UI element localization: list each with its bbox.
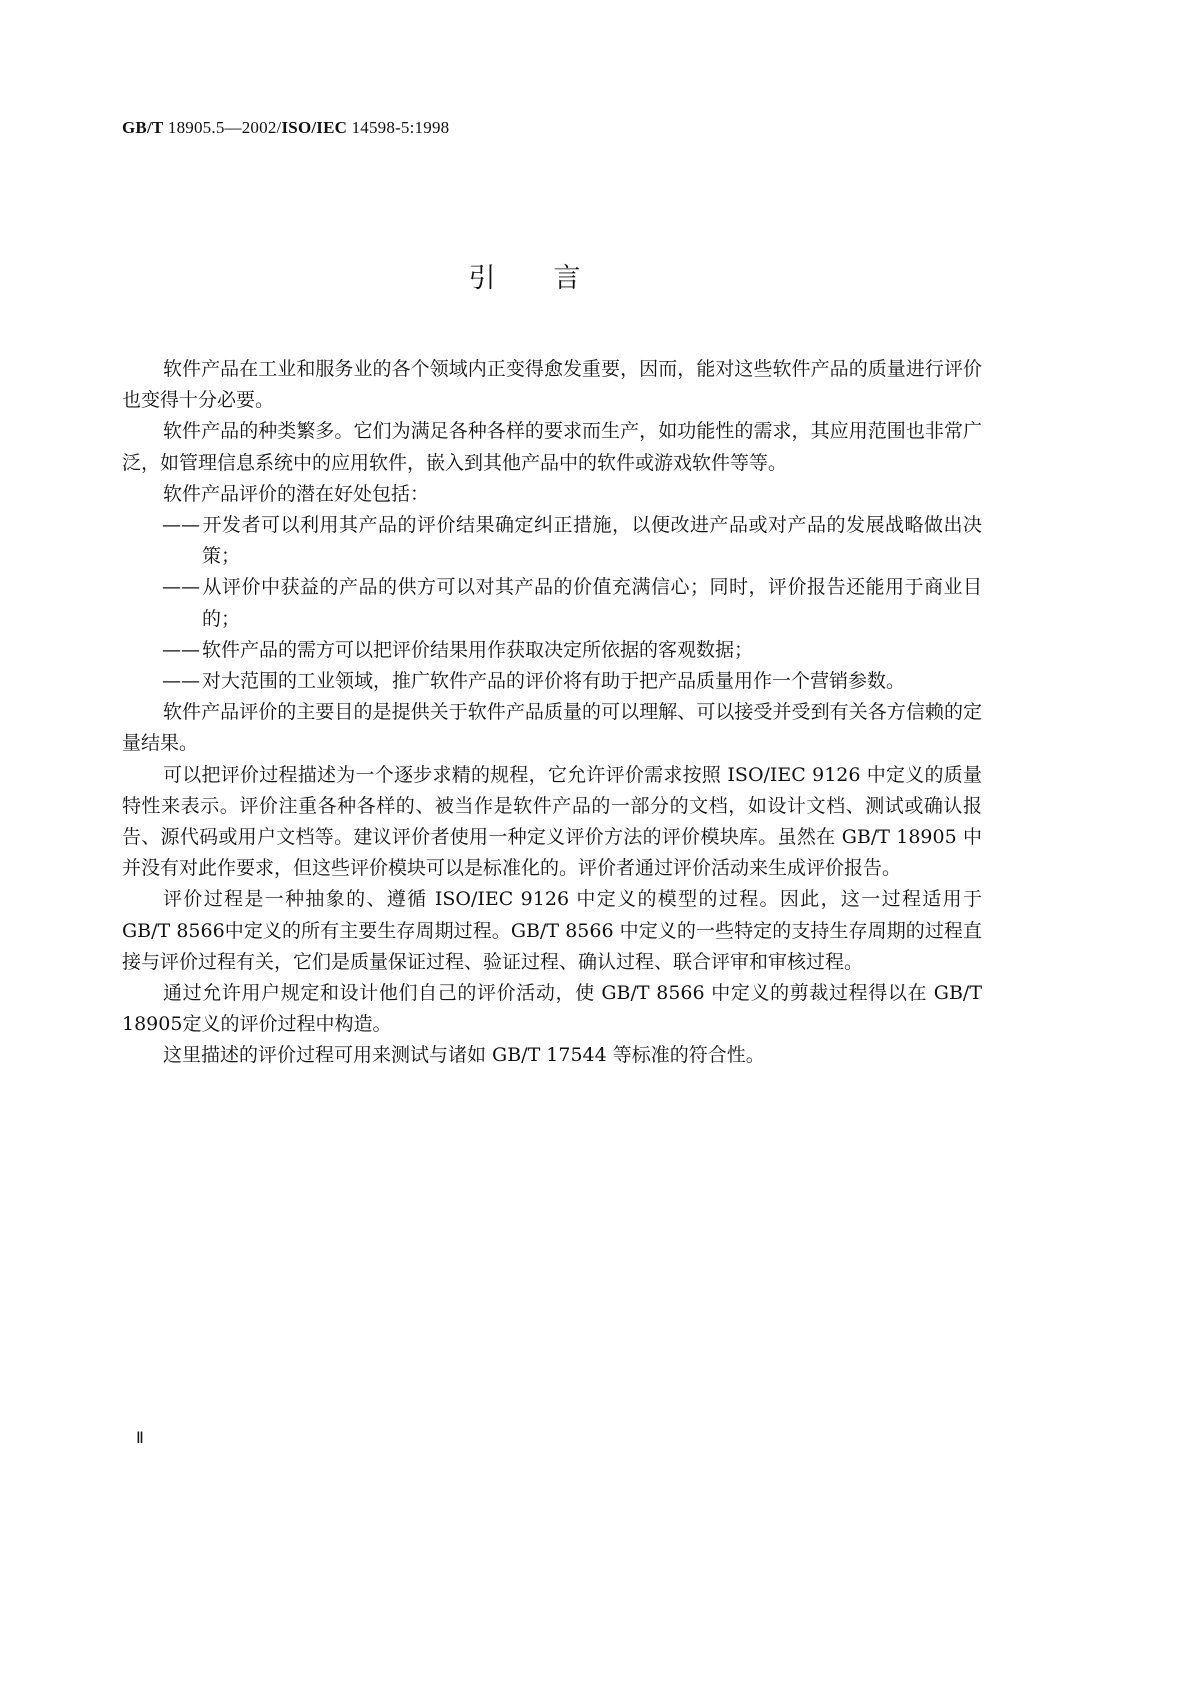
list-item-text: 对大范围的工业领域，推广软件产品的评价将有助于把产品质量用作一个营销参数。 <box>202 670 906 693</box>
dash-marker: —— <box>162 638 200 661</box>
standard-header <box>122 118 449 138</box>
iso-number: 14598-5:1998 <box>347 118 450 137</box>
list-item-text: 软件产品的需方可以把评价结果用作获取决定所依据的客观数据； <box>202 638 754 661</box>
page-number: Ⅱ <box>136 1430 144 1447</box>
dash-marker: —— <box>162 576 200 599</box>
page-title: 引言 <box>468 263 639 294</box>
paragraph: 软件产品的种类繁多。它们为满足各种各样的要求而生产，如功能性的需求，其应用范围也非常广泛，如管理信息系统中的应用软件，嵌入到其他产品中的软件或游戏软件等等。 <box>122 420 982 474</box>
paragraph: 评价过程是一种抽象的、遵循 ISO/IEC 9126 中定义的模型的过程。因此，这一过程适用于 GB/T 8566中定义的所有主要生存周期过程。GB/T 8566 中定义的一些特定的支持生存周期的过程直接与评价过程有关，它们是质量保证过程、验证过程、确认过程、联合评审和审核过程。 <box>122 888 982 973</box>
std-number: 18905.5—2002/ <box>163 118 282 137</box>
dash-marker: —— <box>162 514 200 537</box>
list-item <box>162 510 982 572</box>
paragraph: 软件产品在工业和服务业的各个领域内正变得愈发重要，因而，能对这些软件产品的质量进行评价也变得十分必要。 <box>122 358 982 412</box>
list-item <box>162 666 982 697</box>
dash-marker: —— <box>162 670 200 693</box>
paragraph: 这里描述的评价过程可用来测试与诸如 GB/T 17544 等标准的符合性。 <box>163 1044 765 1067</box>
paragraph: 通过允许用户规定和设计他们自己的评价活动，使 GB/T 8566 中定义的剪裁过程得以在 GB/T 18905定义的评价过程中构造。 <box>122 982 982 1036</box>
list-item-text: 从评价中获益的产品的供方可以对其产品的价值充满信心；同时，评价报告还能用于商业目的； <box>202 576 982 630</box>
paragraph: 软件产品评价的潜在好处包括： <box>163 482 430 505</box>
list-item <box>162 572 982 634</box>
paragraph: 软件产品评价的主要目的是提供关于软件产品质量的可以理解、可以接受并受到有关各方信赖的定量结果。 <box>122 701 982 755</box>
list-item <box>162 635 982 666</box>
std-prefix: GB/T <box>122 118 164 137</box>
list-item-text: 开发者可以利用其产品的评价结果确定纠正措施，以便改进产品或对产品的发展战略做出决策； <box>202 514 982 568</box>
iso-prefix: ISO/IEC <box>281 118 348 137</box>
document-body <box>122 354 982 1072</box>
paragraph: 可以把评价过程描述为一个逐步求精的规程，它允许评价需求按照 ISO/IEC 9126 中定义的质量特性来表示。评价注重各种各样的、被当作是软件产品的一部分的文档，如设计文档、测试或确认报告、源代码或用户文档等。建议评价者使用一种定义评价方法的评价模块库。虽然在 GB/T 18905 中并没有对此作要求，但这些评价模块可以是标准化的。评价者通过评价活动来生成评价报告。 <box>122 763 982 880</box>
